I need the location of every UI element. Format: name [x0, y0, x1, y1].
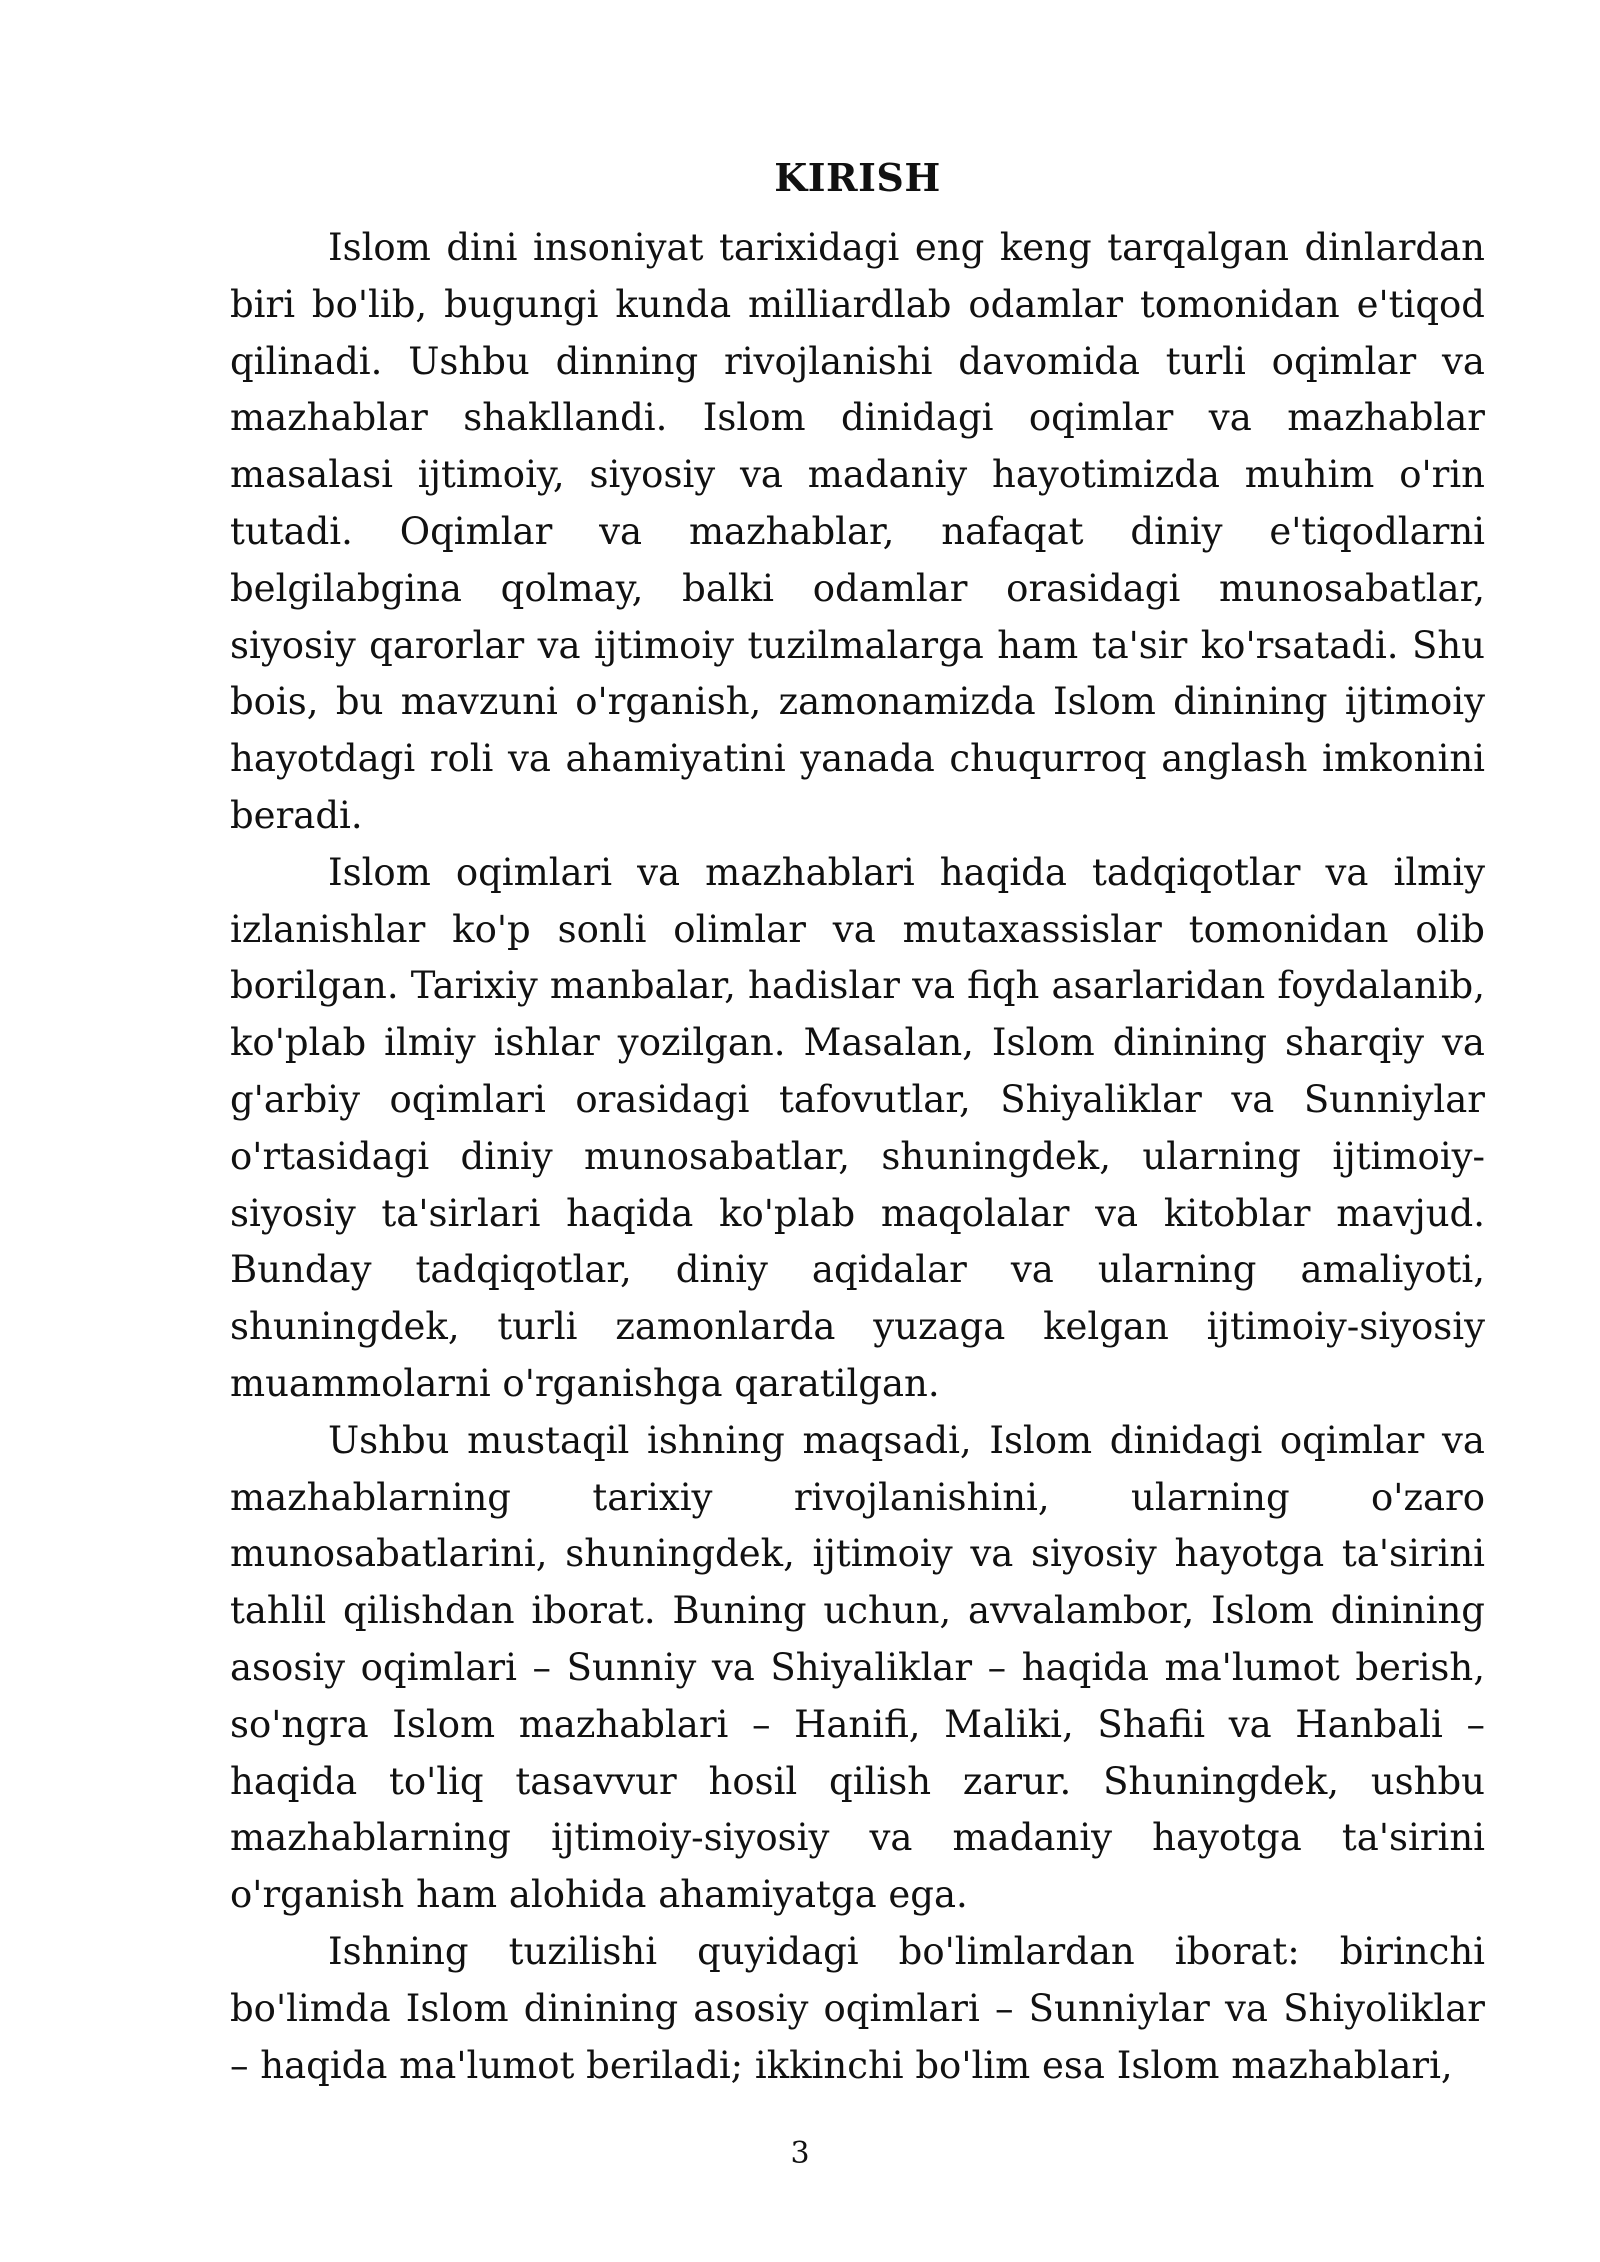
page-title: KIRISH [774, 155, 941, 200]
paragraph-1: Islom dini insoniyat tarixidagi eng keng tarqalgan dinlardan biri bo'lib, bugungi kunda milliardlab odamlar tomonidan e'tiqod qilinadi. Ushbu dinning rivojlanishi davomida turli oqimlar va mazhablar shakllandi. Islom dinidagi oqimlar va mazhablar masalasi ijtimoiy, siyosiy va madaniy hayotimizda muhim o'rin tutadi. Oqimlar va mazhablar, nafaqat diniy e'tiqodlarni belgilabgina qolmay, balki odamlar orasidagi munosabatlar, siyosiy qarorlar va ijtimoiy tuzilmalarga ham ta'sir ko'rsatadi. Shu bois, bu mavzuni o'rganish, zamonamizda Islom dinining ijtimoiy hayotdagi roli va ahamiyatini yanada chuqurroq anglash imkonini beradi. [230, 226, 1485, 837]
paragraph-2: Islom oqimlari va mazhablari haqida tadqiqotlar va ilmiy izlanishlar ko'p sonli olimlar va mutaxassislar tomonidan olib borilgan. Tarixiy manbalar, hadislar va fiqh asarlaridan foydalanib, ko'plab ilmiy ishlar yozilgan. Masalan, Islom dinining sharqiy va g'arbiy oqimlari orasidagi tafovutlar, Shiyaliklar va Sunniylar o'rtasidagi diniy munosabatlar, shuningdek, ularning ijtimoiy-siyosiy ta'sirlari haqida ko'plab maqolalar va kitoblar mavjud. Bunday tadqiqotlar, diniy aqidalar va ularning amaliyoti, shuningdek, turli zamonlarda yuzaga kelgan ijtimoiy-siyosiy muammolarni o'rganishga qaratilgan. [230, 850, 1485, 1405]
paragraph-3: Ushbu mustaqil ishning maqsadi, Islom dinidagi oqimlar va mazhablarning tarixiy rivojlanishini, ularning o'zaro munosabatlarini, shuningdek, ijtimoiy va siyosiy hayotga ta'sirini tahlil qilishdan iborat. Buning uchun, avvalambor, Islom dinining asosiy oqimlari – Sunniy va Shiyaliklar – haqida ma'lumot berish, so'ngra Islom mazhablari – Hanifi, Maliki, Shafii va Hanbali – haqida to'liq tasavvur hosil qilish zarur. Shuningdek, ushbu mazhablarning ijtimoiy-siyosiy va madaniy hayotga ta'sirini o'rganish ham alohida ahamiyatga ega. [230, 1418, 1485, 1917]
page-number: 3 [790, 2136, 810, 2171]
paragraph-4: Ishning tuzilishi quyidagi bo'limlardan iborat: birinchi bo'limda Islom dinining asosiy oqimlari – Sunniylar va Shiyoliklar – haqida ma'lumot beriladi; ikkinchi bo'lim esa Islom mazhablari, [230, 1929, 1485, 2087]
document-page [230, 150, 1485, 2094]
